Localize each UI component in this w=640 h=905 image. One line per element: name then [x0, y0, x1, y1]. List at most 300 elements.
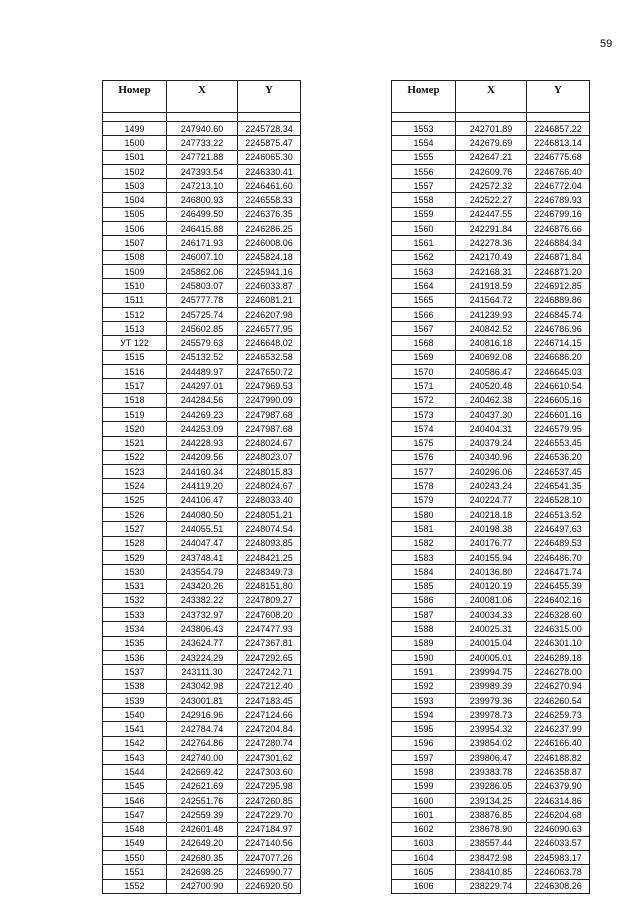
table-row — [103, 379, 301, 393]
table-row — [103, 636, 301, 650]
cell-x: 240692.08 — [456, 350, 527, 364]
cell-y: 2246766.40 — [527, 164, 590, 178]
cell-number: 1523 — [103, 465, 167, 479]
cell-y: 2246579.95 — [527, 422, 590, 436]
cell-y: 2248024.67 — [238, 479, 301, 493]
cell-number: 1601 — [392, 808, 456, 822]
cell-number: 1594 — [392, 708, 456, 722]
header-row — [392, 81, 590, 113]
cell-number: 1563 — [392, 264, 456, 278]
cell-y: 2246532.58 — [238, 350, 301, 364]
table-row — [103, 307, 301, 321]
cell-y: 2246260.54 — [527, 693, 590, 707]
cell-number: 1548 — [103, 822, 167, 836]
table-row — [392, 379, 590, 393]
cell-x: 244106.47 — [167, 493, 238, 507]
cell-y: 2245824.18 — [238, 250, 301, 264]
cell-number: 1526 — [103, 508, 167, 522]
cell-y: 2247477.93 — [238, 622, 301, 636]
cell-x: 240379.24 — [456, 436, 527, 450]
cell-number: 1553 — [392, 122, 456, 136]
cell-y: 2246610.54 — [527, 379, 590, 393]
cell-x: 242447.55 — [456, 207, 527, 221]
cell-y: 2246301.10 — [527, 636, 590, 650]
cell-x: 247721.88 — [167, 150, 238, 164]
table-row — [392, 508, 590, 522]
cell-number: 1538 — [103, 679, 167, 693]
table-row — [103, 593, 301, 607]
cell-number: 1519 — [103, 407, 167, 421]
cell-y: 2246775.68 — [527, 150, 590, 164]
cell-x: 244119.20 — [167, 479, 238, 493]
cell-x: 238410.85 — [456, 865, 527, 879]
cell-x: 244160.34 — [167, 465, 238, 479]
cell-x: 240816.18 — [456, 336, 527, 350]
table-row — [392, 865, 590, 879]
cell-y: 2246033.57 — [527, 836, 590, 850]
cell-number: 1536 — [103, 650, 167, 664]
cell-x: 242698.25 — [167, 865, 238, 879]
cell-y: 2247650.72 — [238, 365, 301, 379]
column-header-number: Номер — [392, 81, 456, 113]
table-row — [103, 851, 301, 865]
cell-x: 242647.21 — [456, 150, 527, 164]
cell-y: 2246528.10 — [527, 493, 590, 507]
cell-number: 1562 — [392, 250, 456, 264]
cell-y: 2246188.82 — [527, 751, 590, 765]
table-row — [103, 450, 301, 464]
cell-x: 242278.36 — [456, 236, 527, 250]
table-row — [103, 279, 301, 293]
table-row — [392, 765, 590, 779]
cell-number: 1557 — [392, 179, 456, 193]
table-row — [392, 307, 590, 321]
cell-x: 242621.69 — [167, 779, 238, 793]
cell-x: 244297.01 — [167, 379, 238, 393]
column-header-y: Y — [238, 81, 301, 113]
table-row — [103, 393, 301, 407]
cell-number: 1528 — [103, 536, 167, 550]
cell-x: 245602.85 — [167, 322, 238, 336]
table-row — [392, 593, 590, 607]
cell-number: 1564 — [392, 279, 456, 293]
table-row — [392, 550, 590, 564]
cell-y: 2247077.26 — [238, 851, 301, 865]
table-row — [103, 536, 301, 550]
table-row — [103, 193, 301, 207]
table-row — [392, 608, 590, 622]
cell-x: 242701.89 — [456, 122, 527, 136]
cell-x: 240015.04 — [456, 636, 527, 650]
cell-number: 1569 — [392, 350, 456, 364]
cell-y: 2246489.53 — [527, 536, 590, 550]
table-row — [103, 236, 301, 250]
cell-x: 240437.30 — [456, 407, 527, 421]
table-row — [392, 164, 590, 178]
cell-y: 2247301.62 — [238, 751, 301, 765]
cell-number: 1529 — [103, 550, 167, 564]
table-row — [392, 322, 590, 336]
table-row — [103, 264, 301, 278]
cell-number: 1585 — [392, 579, 456, 593]
table-row — [103, 407, 301, 421]
cell-y: 2246813.14 — [527, 136, 590, 150]
cell-y: 2246871.84 — [527, 250, 590, 264]
cell-y: 2246259.73 — [527, 708, 590, 722]
cell-y: 2246358.87 — [527, 765, 590, 779]
cell-y: 2248015.83 — [238, 465, 301, 479]
cell-y: 2247260.85 — [238, 793, 301, 807]
cell-x: 246800.93 — [167, 193, 238, 207]
table-row — [392, 293, 590, 307]
cell-y: 2247987.68 — [238, 407, 301, 421]
cell-y: 2247809.27 — [238, 593, 301, 607]
cell-y: 2246513.52 — [527, 508, 590, 522]
cell-y: 2246376.35 — [238, 207, 301, 221]
cell-number: 1597 — [392, 751, 456, 765]
cell-number: 1589 — [392, 636, 456, 650]
cell-number: 1577 — [392, 465, 456, 479]
cell-x: 243806.43 — [167, 622, 238, 636]
cell-y: 2246536.20 — [527, 450, 590, 464]
cell-x: 240176.77 — [456, 536, 527, 550]
cell-y: 2246686.20 — [527, 350, 590, 364]
cell-y: 2246786.96 — [527, 322, 590, 336]
table-row — [392, 350, 590, 364]
cell-number: УТ 122 — [103, 336, 167, 350]
table-row — [392, 179, 590, 193]
table-row — [392, 665, 590, 679]
cell-x: 238678.90 — [456, 822, 527, 836]
cell-x: 247213.10 — [167, 179, 238, 193]
cell-x: 239994.75 — [456, 665, 527, 679]
cell-x: 240243.24 — [456, 479, 527, 493]
cell-y: 2246857.22 — [527, 122, 590, 136]
table-row — [392, 751, 590, 765]
table-row — [103, 650, 301, 664]
cell-x: 247940.60 — [167, 122, 238, 136]
cell-x: 242649.20 — [167, 836, 238, 850]
cell-y: 2247204.84 — [238, 722, 301, 736]
cell-y: 2246033.87 — [238, 279, 301, 293]
cell-x: 243732.97 — [167, 608, 238, 622]
cell-y: 2246601.16 — [527, 407, 590, 421]
cell-number: 1580 — [392, 508, 456, 522]
table-row — [392, 479, 590, 493]
cell-number: 1530 — [103, 565, 167, 579]
cell-y: 2248033.40 — [238, 493, 301, 507]
table-row — [103, 508, 301, 522]
table-row — [103, 622, 301, 636]
cell-number: 1579 — [392, 493, 456, 507]
cell-y: 2246207.98 — [238, 307, 301, 321]
table-row — [392, 636, 590, 650]
cell-x: 242916.96 — [167, 708, 238, 722]
table-row — [392, 250, 590, 264]
cell-number: 1515 — [103, 350, 167, 364]
cell-y: 2246314.86 — [527, 793, 590, 807]
cell-x: 242522.27 — [456, 193, 527, 207]
cell-number: 1545 — [103, 779, 167, 793]
table-row — [392, 279, 590, 293]
table-row — [103, 679, 301, 693]
column-header-y: Y — [527, 81, 590, 113]
cell-y: 2247987.68 — [238, 422, 301, 436]
cell-y: 2246845.74 — [527, 307, 590, 321]
table-row — [392, 693, 590, 707]
cell-number: 1578 — [392, 479, 456, 493]
cell-number: 1510 — [103, 279, 167, 293]
coordinates-table-right — [391, 80, 590, 894]
cell-y: 2248024.67 — [238, 436, 301, 450]
cell-number: 1559 — [392, 207, 456, 221]
cell-number: 1524 — [103, 479, 167, 493]
cell-number: 1501 — [103, 150, 167, 164]
cell-y: 2245728.34 — [238, 122, 301, 136]
cell-x: 242764.86 — [167, 736, 238, 750]
cell-x: 243624.77 — [167, 636, 238, 650]
cell-number: 1573 — [392, 407, 456, 421]
cell-x: 244269.23 — [167, 407, 238, 421]
table-row — [103, 879, 301, 893]
cell-x: 244209.56 — [167, 450, 238, 464]
cell-number: 1500 — [103, 136, 167, 150]
cell-x: 246499.50 — [167, 207, 238, 221]
cell-y: 2246008.06 — [238, 236, 301, 250]
table-row — [103, 793, 301, 807]
cell-y: 2246558.33 — [238, 193, 301, 207]
cell-x: 241918.59 — [456, 279, 527, 293]
cell-number: 1549 — [103, 836, 167, 850]
cell-y: 2246553.45 — [527, 436, 590, 450]
cell-number: 1576 — [392, 450, 456, 464]
cell-number: 1540 — [103, 708, 167, 722]
cell-y: 2247140.56 — [238, 836, 301, 850]
cell-number: 1552 — [103, 879, 167, 893]
cell-x: 242680.35 — [167, 851, 238, 865]
table-row — [392, 579, 590, 593]
cell-number: 1565 — [392, 293, 456, 307]
table-row — [392, 422, 590, 436]
table-row — [103, 751, 301, 765]
cell-y: 2247969.53 — [238, 379, 301, 393]
table-row — [103, 736, 301, 750]
cell-x: 240025.31 — [456, 622, 527, 636]
cell-y: 2246286.25 — [238, 222, 301, 236]
table-row — [103, 365, 301, 379]
column-header-x: X — [167, 81, 238, 113]
cell-x: 243420.26 — [167, 579, 238, 593]
page-number: 59 — [600, 38, 613, 50]
cell-x: 240296.06 — [456, 465, 527, 479]
header-row — [103, 81, 301, 113]
cell-x: 239954.32 — [456, 722, 527, 736]
cell-x: 245803.07 — [167, 279, 238, 293]
cell-number: 1502 — [103, 164, 167, 178]
table-row — [103, 565, 301, 579]
table-row — [392, 222, 590, 236]
cell-x: 242669.42 — [167, 765, 238, 779]
cell-x: 241564.72 — [456, 293, 527, 307]
cell-number: 1532 — [103, 593, 167, 607]
table-row — [392, 136, 590, 150]
cell-x: 245862.06 — [167, 264, 238, 278]
cell-number: 1531 — [103, 579, 167, 593]
table-row — [392, 436, 590, 450]
table-row — [103, 608, 301, 622]
cell-y: 2246166.40 — [527, 736, 590, 750]
cell-y: 2246799.16 — [527, 207, 590, 221]
cell-x: 243554.79 — [167, 565, 238, 579]
table-row — [103, 722, 301, 736]
cell-y: 2247124.66 — [238, 708, 301, 722]
cell-x: 240340.96 — [456, 450, 527, 464]
cell-number: 1587 — [392, 608, 456, 622]
cell-y: 2246278.00 — [527, 665, 590, 679]
cell-x: 242784.74 — [167, 722, 238, 736]
table-row — [103, 207, 301, 221]
spacer-row — [103, 113, 301, 122]
cell-y: 2246237.99 — [527, 722, 590, 736]
cell-number: 1513 — [103, 322, 167, 336]
cell-x: 239854.02 — [456, 736, 527, 750]
cell-y: 2246330.41 — [238, 164, 301, 178]
cell-number: 1590 — [392, 650, 456, 664]
cell-x: 244228.93 — [167, 436, 238, 450]
cell-y: 2247292.65 — [238, 650, 301, 664]
table-row — [392, 393, 590, 407]
table-row — [103, 479, 301, 493]
cell-x: 243111.30 — [167, 665, 238, 679]
table-row — [392, 708, 590, 722]
table-row — [103, 122, 301, 136]
cell-number: 1534 — [103, 622, 167, 636]
cell-number: 1568 — [392, 336, 456, 350]
cell-number: 1584 — [392, 565, 456, 579]
table-row — [103, 350, 301, 364]
cell-x: 243001.81 — [167, 693, 238, 707]
coordinates-table-left — [102, 80, 301, 894]
cell-y: 2247184.97 — [238, 822, 301, 836]
cell-x: 238472.98 — [456, 851, 527, 865]
table-row — [392, 236, 590, 250]
cell-y: 2247280.74 — [238, 736, 301, 750]
cell-x: 245132.52 — [167, 350, 238, 364]
table-body-right — [392, 113, 590, 894]
cell-y: 2247303.60 — [238, 765, 301, 779]
cell-x: 238229.74 — [456, 879, 527, 893]
cell-x: 240218.18 — [456, 508, 527, 522]
table-row — [103, 293, 301, 307]
cell-x: 245725.74 — [167, 307, 238, 321]
cell-x: 240198.38 — [456, 522, 527, 536]
cell-x: 247733.22 — [167, 136, 238, 150]
cell-y: 2245983.17 — [527, 851, 590, 865]
cell-number: 1503 — [103, 179, 167, 193]
table-row — [392, 122, 590, 136]
cell-x: 238876.85 — [456, 808, 527, 822]
cell-x: 242551.76 — [167, 793, 238, 807]
cell-number: 1599 — [392, 779, 456, 793]
cell-y: 2246455.39 — [527, 579, 590, 593]
table-row — [392, 207, 590, 221]
cell-number: 1505 — [103, 207, 167, 221]
table-row — [392, 879, 590, 893]
table-row — [392, 450, 590, 464]
table-row — [392, 407, 590, 421]
cell-y: 2245941.16 — [238, 264, 301, 278]
cell-number: 1571 — [392, 379, 456, 393]
cell-y: 2248093.85 — [238, 536, 301, 550]
table-row — [392, 565, 590, 579]
cell-x: 246415.88 — [167, 222, 238, 236]
cell-x: 242168.31 — [456, 264, 527, 278]
cell-x: 244055.51 — [167, 522, 238, 536]
cell-x: 239134.25 — [456, 793, 527, 807]
cell-number: 1596 — [392, 736, 456, 750]
table-row — [392, 493, 590, 507]
table-row — [103, 164, 301, 178]
table-row — [103, 579, 301, 593]
cell-number: 1543 — [103, 751, 167, 765]
table-row — [103, 465, 301, 479]
cell-x: 242572.32 — [456, 179, 527, 193]
cell-y: 2247990.09 — [238, 393, 301, 407]
table-row — [103, 522, 301, 536]
cell-y: 2246402.16 — [527, 593, 590, 607]
cell-number: 1537 — [103, 665, 167, 679]
cell-number: 1547 — [103, 808, 167, 822]
table-row — [103, 179, 301, 193]
cell-number: 1606 — [392, 879, 456, 893]
cell-y: 2247183.45 — [238, 693, 301, 707]
table-row — [392, 779, 590, 793]
cell-x: 239989.39 — [456, 679, 527, 693]
cell-number: 1551 — [103, 865, 167, 879]
table-row — [392, 150, 590, 164]
cell-x: 239806.47 — [456, 751, 527, 765]
cell-number: 1603 — [392, 836, 456, 850]
spacer-row — [392, 113, 590, 122]
cell-y: 2246289.18 — [527, 650, 590, 664]
cell-number: 1593 — [392, 693, 456, 707]
cell-x: 242601.48 — [167, 822, 238, 836]
cell-y: 2246648.02 — [238, 336, 301, 350]
cell-number: 1583 — [392, 550, 456, 564]
table-row — [103, 136, 301, 150]
table-row — [103, 808, 301, 822]
table-row — [103, 493, 301, 507]
cell-x: 243224.29 — [167, 650, 238, 664]
cell-number: 1586 — [392, 593, 456, 607]
table-row — [103, 765, 301, 779]
table-row — [392, 365, 590, 379]
table-row — [103, 836, 301, 850]
cell-x: 238557.44 — [456, 836, 527, 850]
cell-number: 1566 — [392, 307, 456, 321]
cell-number: 1581 — [392, 522, 456, 536]
cell-x: 244253.09 — [167, 422, 238, 436]
cell-y: 2246065.30 — [238, 150, 301, 164]
cell-number: 1595 — [392, 722, 456, 736]
cell-y: 2246645.03 — [527, 365, 590, 379]
cell-x: 244284.56 — [167, 393, 238, 407]
table-row — [103, 708, 301, 722]
cell-y: 2247229.70 — [238, 808, 301, 822]
cell-x: 244489.97 — [167, 365, 238, 379]
cell-number: 1541 — [103, 722, 167, 736]
cell-y: 2248349.73 — [238, 565, 301, 579]
